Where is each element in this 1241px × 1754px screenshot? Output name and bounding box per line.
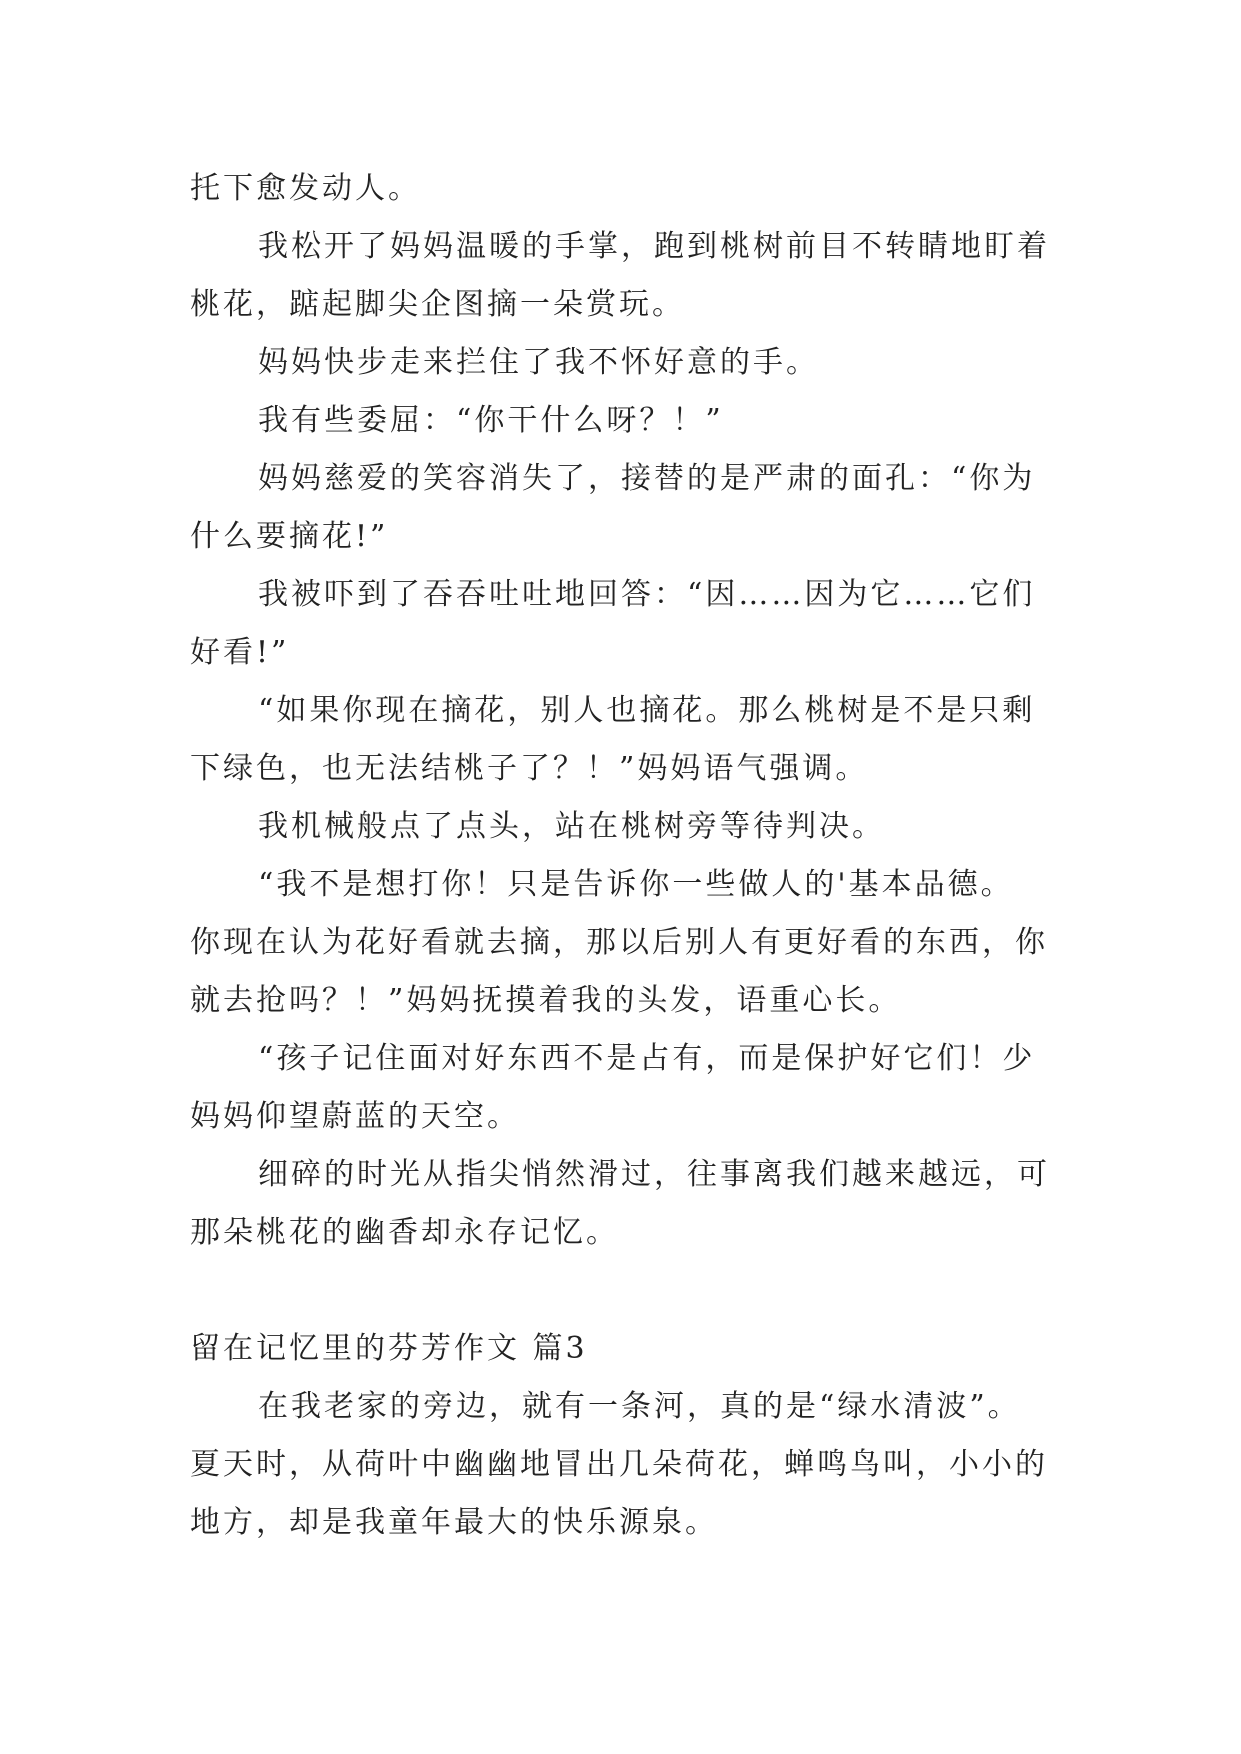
text-line: 托下愈发动人。 — [190, 171, 421, 206]
text-line: 在我老家的旁边，就有一条河，真的是“绿水清波”。 — [258, 1389, 1021, 1424]
text-line: 什么要摘花!” — [190, 519, 389, 554]
section-title: 留在记忆里的芬芳作文 篇3 — [190, 1331, 588, 1366]
text-line: 妈妈快步走来拦住了我不怀好意的手。 — [258, 345, 819, 380]
text-line: “孩子记住面对好东西不是占有，而是保护好它们！少 — [258, 1041, 1036, 1076]
text-line: 妈妈仰望蔚蓝的天空。 — [190, 1099, 520, 1134]
text-line: 我机械般点了点头，站在桃树旁等待判决。 — [258, 809, 885, 844]
text-line: 我有些委屈：“你干什么呀？！” — [258, 403, 724, 438]
text-line: 妈妈慈爱的笑容消失了，接替的是严肃的面孔：“你为 — [258, 461, 1036, 496]
text-line: “如果你现在摘花，别人也摘花。那么桃树是不是只剩 — [258, 693, 1036, 728]
text-line: 夏天时，从荷叶中幽幽地冒出几朵荷花，蝉鸣鸟叫，小小的 — [190, 1447, 1048, 1482]
text-line: 我松开了妈妈温暖的手掌，跑到桃树前目不转睛地盯着 — [258, 229, 1050, 264]
text-line: 桃花，踮起脚尖企图摘一朵赏玩。 — [190, 287, 685, 322]
section-block — [190, 1320, 1060, 1552]
text-line: 那朵桃花的幽香却永存记忆。 — [190, 1215, 619, 1250]
text-line: “我不是想打你！只是告诉你一些做人的'基本品德。 — [258, 867, 1014, 902]
document-body — [190, 160, 1060, 1552]
text-line: 好看!” — [190, 635, 290, 670]
text-line: 地方，却是我童年最大的快乐源泉。 — [190, 1505, 718, 1540]
text-line: 我被吓到了吞吞吐吐地回答：“因……因为它……它们 — [258, 577, 1036, 612]
text-line: 就去抢吗？！”妈妈抚摸着我的头发，语重心长。 — [190, 983, 902, 1018]
text-line: 下绿色，也无法结桃子了？！”妈妈语气强调。 — [190, 751, 869, 786]
text-line: 你现在认为花好看就去摘，那以后别人有更好看的东西，你 — [190, 925, 1048, 960]
text-line: 细碎的时光从指尖悄然滑过，往事离我们越来越远，可 — [258, 1157, 1050, 1192]
